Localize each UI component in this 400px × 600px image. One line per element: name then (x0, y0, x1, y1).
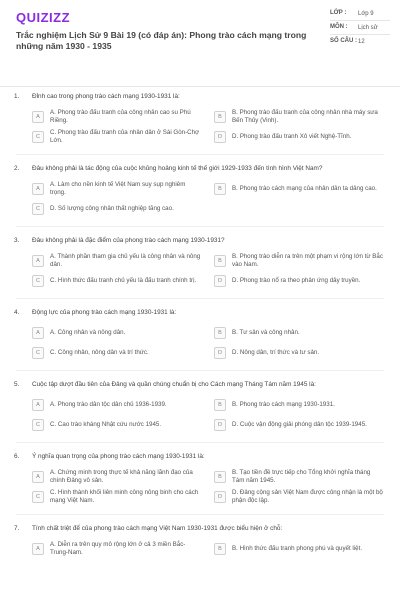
option-b[interactable] (214, 541, 384, 557)
option-d[interactable] (214, 417, 384, 433)
option-letter: B (214, 183, 226, 195)
question-text (0, 308, 400, 317)
option-text: C. Hình thức đấu tranh chủ yếu là đấu tranh chính trị. (50, 277, 197, 284)
option-a[interactable] (32, 181, 202, 197)
option-text: B. Tạo tiền đề trực tiếp cho Tổng khởi nghĩa tháng Tám năm 1945. (232, 469, 371, 484)
option-a[interactable] (32, 325, 202, 341)
option-letter: A (32, 327, 44, 339)
option-b[interactable] (214, 469, 384, 485)
option-text: D. Đảng cộng sản Việt Nam được công nhận là một bộ phận độc lập. (232, 489, 383, 504)
question-3 (0, 236, 400, 289)
option-b[interactable] (214, 325, 384, 341)
question-text (0, 452, 400, 461)
option-letter: D (214, 131, 226, 143)
option-letter: D (214, 419, 226, 431)
option-d[interactable] (214, 273, 384, 289)
meta-row-subject (330, 24, 390, 32)
question-6 (0, 452, 400, 505)
option-d[interactable] (214, 345, 384, 361)
option-text: B. Phong trào diễn ra trên một phạm vi rộng lớn từ Bắc vào Nam. (232, 253, 383, 268)
option-text: C. Hình thành khối liên minh công nông binh cho cách mạng Việt Nam. (50, 489, 199, 504)
question-1 (0, 92, 400, 145)
meta-row-count (330, 38, 390, 46)
question-number: 2. (14, 165, 20, 172)
question-text (0, 164, 400, 173)
options (0, 173, 400, 217)
option-c[interactable] (32, 129, 202, 145)
options (0, 245, 400, 289)
option-text: A. Thành phần tham gia chủ yếu là công nhân và nông dân. (50, 253, 201, 268)
option-a[interactable] (32, 397, 202, 413)
quizizz-logo: QUIZIZZ (16, 10, 71, 25)
option-letter: C (32, 491, 44, 503)
divider (16, 154, 384, 155)
divider (330, 34, 390, 35)
option-text: D. Nông dân, trí thức và tư sản. (232, 349, 320, 356)
option-letter: C (32, 131, 44, 143)
option-b[interactable] (214, 181, 384, 197)
meta-label: MÔN : (330, 24, 348, 30)
option-letter: C (32, 419, 44, 431)
meta-value: Lịch sử (358, 25, 378, 31)
question-number: 6. (14, 453, 20, 460)
option-c[interactable] (32, 345, 202, 361)
question-number: 4. (14, 309, 20, 316)
meta-label: LỚP : (330, 10, 347, 16)
option-text: A. Diễn ra trên quy mô rộng lớn ở cả 3 miền Bắc-Trung-Nam. (50, 541, 186, 556)
option-letter: A (32, 399, 44, 411)
question-text (0, 380, 400, 389)
option-letter: B (214, 327, 226, 339)
options (0, 317, 400, 361)
question-number: 5. (14, 381, 20, 388)
option-a[interactable] (32, 541, 202, 557)
divider (16, 298, 384, 299)
divider (16, 226, 384, 227)
question-prompt: Đâu không phải là tác động của cuộc khủng hoảng kinh tế thế giới 1929-1933 đến tình hình Việt Nam? (32, 165, 323, 172)
document-title: Trắc nghiệm Lịch Sử 9 Bài 19 (có đáp án): Phong trào cách mạng trong những năm 1930 - 1935 (16, 30, 307, 51)
option-text: D. Cuộc vận động giải phóng dân tộc 1939-1945. (232, 421, 367, 428)
meta-label: SỐ CÂU : (330, 38, 357, 44)
option-c[interactable] (32, 201, 202, 217)
option-text: C. Cao trào kháng Nhật cứu nước 1945. (50, 421, 162, 428)
question-5 (0, 380, 400, 433)
meta-value: Lớp 9 (358, 11, 374, 17)
option-letter: A (32, 255, 44, 267)
option-b[interactable] (214, 253, 384, 269)
options (0, 389, 400, 433)
question-prompt: Động lực của phong trào cách mạng 1930-1931 là: (32, 309, 177, 316)
option-letter: C (32, 275, 44, 287)
option-letter: D (214, 491, 226, 503)
question-prompt: Đỉnh cao trong phong trào cách mạng 1930-1931 là: (32, 93, 180, 100)
option-letter: B (214, 111, 226, 123)
divider (16, 442, 384, 443)
question-prompt: Tính chất triệt để của phong trào cách mạng Việt Nam 1930-1931 được biểu hiện ở chỗ: (32, 525, 283, 532)
question-number: 1. (14, 93, 20, 100)
option-c[interactable] (32, 489, 202, 505)
option-text: D. Phong trào đấu tranh Xô viết Nghệ-Tĩnh. (232, 133, 352, 140)
option-letter: B (214, 471, 226, 483)
option-letter: D (214, 275, 226, 287)
option-letter: A (32, 183, 44, 195)
option-text: B. Phong trào cách mạng 1930-1931. (232, 401, 335, 408)
option-letter: C (32, 203, 44, 215)
option-letter: A (32, 543, 44, 555)
question-text (0, 236, 400, 245)
option-letter: A (32, 471, 44, 483)
option-text: D. Phong trào nổ ra theo phản ứng dây truyền. (232, 277, 361, 284)
divider (16, 514, 384, 515)
question-text (0, 524, 400, 533)
option-text: A. Công nhân và nông dân. (50, 329, 126, 336)
option-d[interactable] (214, 129, 384, 145)
meta-panel (330, 10, 390, 46)
meta-value: 12 (358, 39, 365, 45)
question-2 (0, 164, 400, 217)
question-7 (0, 524, 400, 557)
option-c[interactable] (32, 273, 202, 289)
option-text: B. Phong trào cách mạng của nhân dân ta dâng cao. (232, 185, 377, 192)
option-text: B. Phong trào đấu tranh của công nhân nhà máy sưa Bến Thủy (Vinh). (232, 109, 378, 124)
question-number: 3. (14, 237, 20, 244)
question-prompt: Cuộc tập dượt đầu tiên của Đảng và quần chúng chuẩn bị cho Cách mạng Tháng Tám năm 1945 là: (32, 381, 316, 388)
option-text: C. Công nhân, nông dân và trí thức. (50, 349, 149, 356)
option-text: B. Hình thức đấu tranh phong phú và quyết liệt. (232, 545, 363, 552)
meta-row-class (330, 10, 390, 18)
question-list (0, 92, 400, 557)
option-text: B. Tư sản và công nhân. (232, 329, 300, 336)
options (0, 101, 400, 145)
option-b[interactable] (214, 397, 384, 413)
question-text (0, 92, 400, 101)
option-b[interactable] (214, 109, 384, 125)
options (0, 461, 400, 505)
option-letter: B (214, 543, 226, 555)
option-a[interactable] (32, 469, 202, 485)
option-letter: A (32, 111, 44, 123)
option-a[interactable] (32, 109, 202, 125)
option-c[interactable] (32, 417, 202, 433)
option-letter: C (32, 347, 44, 359)
header (0, 0, 400, 87)
divider (330, 20, 390, 21)
option-text: A. Phong trào dân tộc dân chủ 1936-1939. (50, 401, 167, 408)
option-text: C. Phong trào đấu tranh của nhân dân ở Sài Gòn-Chợ Lớn. (50, 129, 200, 144)
option-letter: D (214, 347, 226, 359)
question-prompt: Ý nghĩa quan trọng của phong trào cách mạng 1930-1931 là: (32, 453, 205, 460)
question-prompt: Đâu không phải là đặc điểm của phong trào cách mạng 1930-1931? (32, 237, 225, 244)
question-4 (0, 308, 400, 361)
option-letter: B (214, 255, 226, 267)
option-letter: B (214, 399, 226, 411)
divider (16, 370, 384, 371)
option-a[interactable] (32, 253, 202, 269)
option-text: A. Làm cho nền kinh tế Việt Nam suy sụp nghiêm trọng. (50, 181, 186, 196)
options (0, 533, 400, 557)
option-text: D. Số lượng công nhân thất nghiệp tăng cao. (50, 205, 174, 212)
option-d[interactable] (214, 489, 384, 505)
option-text: A. Chứng minh trong thực tế khả năng lãnh đạo của chính Đảng vô sản. (50, 469, 193, 484)
option-text: A. Phong trào đấu tranh của công nhân cao su Phú Riềng. (50, 109, 191, 124)
question-number: 7. (14, 525, 20, 532)
